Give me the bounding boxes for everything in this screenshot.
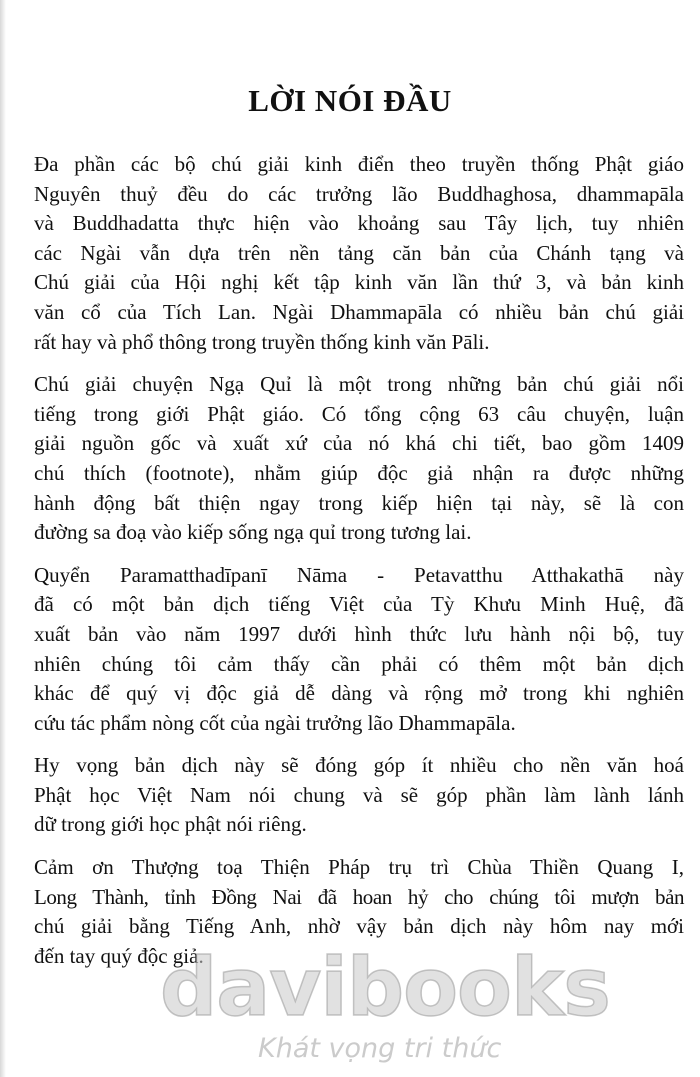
text-line: chú thích (footnote), nhằm giúp độc giả nhận ra được những	[34, 460, 684, 485]
text-line: tiếng trong giới Phật giáo. Có tổng cộng 63 câu chuyện, luận	[34, 401, 684, 426]
text-line: văn cổ của Tích Lan. Ngài Dhammapāla có nhiều bản chú giải	[34, 299, 684, 324]
paragraph-1	[34, 150, 684, 357]
watermark-tagline: Khát vọng tri thức	[258, 1033, 502, 1064]
paragraph-3	[34, 561, 684, 739]
text-line: Đa phần các bộ chú giải kinh điển theo truyền thống Phật giáo	[34, 152, 684, 176]
paragraph-4	[34, 751, 684, 840]
text-line: đường sa đoạ vào kiếp sống ngạ quỉ trong tương lai.	[34, 520, 472, 545]
text-line: đã có một bản dịch tiếng Việt của Tỳ Khưu Minh Huệ, đã	[34, 592, 684, 617]
text-line: các Ngài vẫn dựa trên nền tảng căn bản của Chánh tạng và	[34, 240, 684, 265]
text-line: nhiên chúng tôi cảm thấy cần phải có thêm một bản dịch	[34, 651, 684, 676]
text-line: dữ trong giới học phật nói riêng.	[34, 812, 307, 837]
paragraph-2	[34, 370, 684, 548]
text-line: khác để quý vị độc giả dễ dàng và rộng mở trong khi nghiên	[34, 681, 684, 706]
preface-body	[34, 150, 684, 984]
text-line: cứu tác phẩm nòng cốt của ngài trưởng lão Dhammapāla.	[34, 710, 516, 735]
text-line: và Buddhadatta thực hiện vào khoảng sau Tây lịch, tuy nhiên	[34, 211, 684, 236]
watermark-brand: davibooks	[160, 941, 610, 1034]
text-line: rất hay và phổ thông trong truyền thống kinh văn Pāli.	[34, 329, 490, 354]
text-line: Hy vọng bản dịch này sẽ đóng góp ít nhiều cho nền văn hoá	[34, 753, 684, 778]
text-line: hành động bất thiện ngay trong kiếp hiện tại này, sẽ là con	[34, 490, 684, 515]
text-line: đến tay quý độc giả.	[34, 943, 204, 968]
text-line: chú giải bằng Tiếng Anh, nhờ vậy bản dịch này hôm nay mới	[34, 914, 684, 939]
text-line: Chú giải của Hội nghị kết tập kinh văn lần thứ 3, và bản kinh	[34, 270, 684, 295]
page-title: LỜI NÓI ĐẦU	[248, 83, 452, 118]
text-line: Chú giải chuyện Ngạ Quỉ là một trong những bản chú giải nổi	[34, 372, 684, 397]
text-line: Long Thành, tỉnh Đồng Nai đã hoan hỷ cho chúng tôi mượn bản	[34, 884, 684, 909]
text-line: giải nguồn gốc và xuất xứ của nó khá chi tiết, bao gồm 1409	[34, 431, 684, 456]
paragraph-5	[34, 853, 684, 971]
text-line: Nguyên thuỷ đều do các trưởng lão Buddhaghosa, dhammapāla	[34, 181, 684, 206]
text-line: Quyển Paramatthadīpanī Nāma - Petavatthu Atthakathā này	[34, 562, 684, 587]
text-line: Cảm ơn Thượng toạ Thiện Pháp trụ trì Chùa Thiền Quang I,	[34, 855, 684, 880]
text-line: xuất bản vào năm 1997 dưới hình thức lưu hành nội bộ, tuy	[34, 621, 684, 646]
text-line: Phật học Việt Nam nói chung và sẽ góp phần làm lành lánh	[34, 782, 684, 807]
page-edge-shadow	[0, 0, 6, 1077]
